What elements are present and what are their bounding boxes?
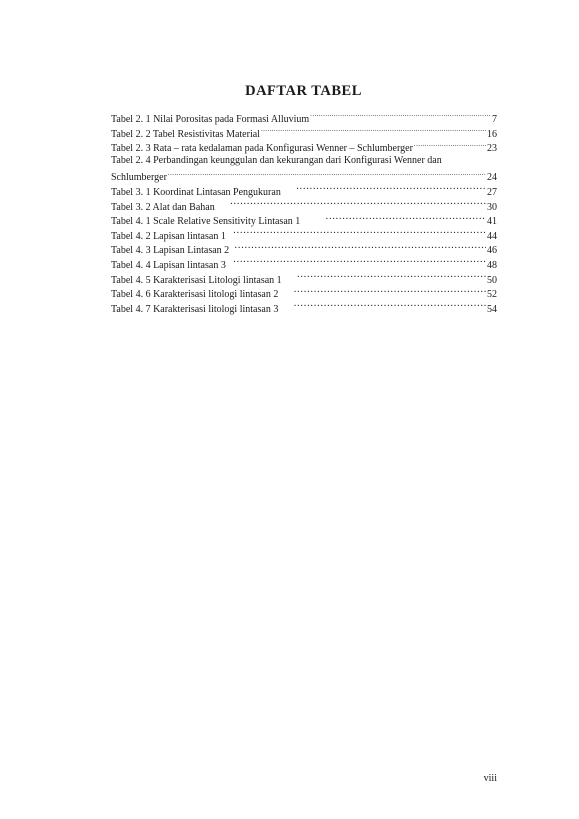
toc-entry-wrapped-line[interactable]: [111, 154, 497, 169]
toc-entry-page: 24: [487, 172, 497, 184]
toc-entry-page: 23: [487, 143, 497, 155]
toc-entry[interactable]: [111, 256, 497, 271]
toc-entry-page: 16: [487, 128, 497, 140]
toc-entry-label: Tabel 4. 1 Scale Relative Sensitivity Lintasan 1: [111, 216, 301, 228]
dot-leader: [296, 183, 486, 195]
dot-leader: [325, 212, 486, 224]
dot-leader: [293, 285, 486, 297]
toc-entry-label: Tabel 4. 3 Lapisan Lintasan 2: [111, 245, 230, 257]
dot-leader: [414, 139, 486, 151]
toc-entry-page: 7: [492, 114, 497, 125]
dot-leader: [293, 300, 486, 312]
toc-entry-page: 46: [487, 245, 497, 257]
toc-entry-label: Tabel 2. 3 Rata – rata kedalaman pada Konfigurasi Wenner – Schlumberger: [111, 143, 413, 155]
page-number: viii: [483, 773, 497, 784]
toc-entry-page: 30: [487, 201, 497, 213]
toc-entry-label: Tabel 4. 6 Karakterisasi litologi lintasan 2: [111, 289, 279, 301]
toc-entry[interactable]: [111, 227, 497, 242]
dot-leader: [233, 227, 486, 239]
toc-entry-label: Tabel 4. 2 Lapisan lintasan 1: [111, 230, 226, 242]
toc-entry-label: Tabel 2. 1 Nilai Porositas pada Formasi Alluvium: [111, 114, 310, 125]
toc-entry[interactable]: [111, 168, 497, 183]
toc-entry-label: Tabel 4. 4 Lapisan lintasan 3: [111, 259, 226, 271]
toc-entry-page: 44: [487, 230, 497, 242]
table-of-tables: [111, 110, 497, 314]
page-title: DAFTAR TABEL: [245, 83, 362, 99]
toc-entry[interactable]: [111, 198, 497, 213]
toc-entry-label-continued: Schlumberger: [111, 172, 167, 184]
toc-entry[interactable]: [111, 212, 497, 227]
toc-entry-page: 52: [487, 289, 497, 301]
toc-entry-label: Tabel 2. 2 Tabel Resistivitas Material: [111, 128, 260, 140]
toc-entry[interactable]: [111, 285, 497, 300]
toc-entry[interactable]: [111, 241, 497, 256]
toc-entry-page: 50: [487, 274, 497, 286]
toc-entry-label: Tabel 4. 5 Karakterisasi Litologi lintasan 1: [111, 274, 282, 286]
dot-leader: [261, 125, 486, 137]
toc-entry-page: 48: [487, 259, 497, 271]
toc-entry-label: Tabel 3. 2 Alat dan Bahan: [111, 201, 215, 213]
toc-entry[interactable]: [111, 125, 497, 140]
dot-leader: [168, 168, 486, 180]
toc-entry[interactable]: [111, 271, 497, 286]
toc-entry[interactable]: [111, 110, 497, 125]
dot-leader: [297, 271, 486, 283]
toc-entry-page: 54: [487, 303, 497, 315]
toc-entry-label: Tabel 3. 1 Koordinat Lintasan Pengukuran: [111, 186, 281, 198]
toc-entry[interactable]: [111, 139, 497, 154]
toc-entry-page: 27: [487, 186, 497, 198]
dot-leader: [230, 198, 486, 210]
toc-entry-page: 41: [487, 216, 497, 228]
dot-leader: [233, 256, 486, 268]
toc-entry-label: Tabel 2. 4 Perbandingan keunggulan dan kekurangan dari Konfigurasi Wenner dan: [111, 154, 442, 166]
toc-entry[interactable]: [111, 183, 497, 198]
toc-entry[interactable]: [111, 300, 497, 315]
dot-leader: [310, 110, 491, 122]
dot-leader: [234, 241, 486, 253]
toc-entry-label: Tabel 4. 7 Karakterisasi litologi lintasan 3: [111, 303, 279, 315]
